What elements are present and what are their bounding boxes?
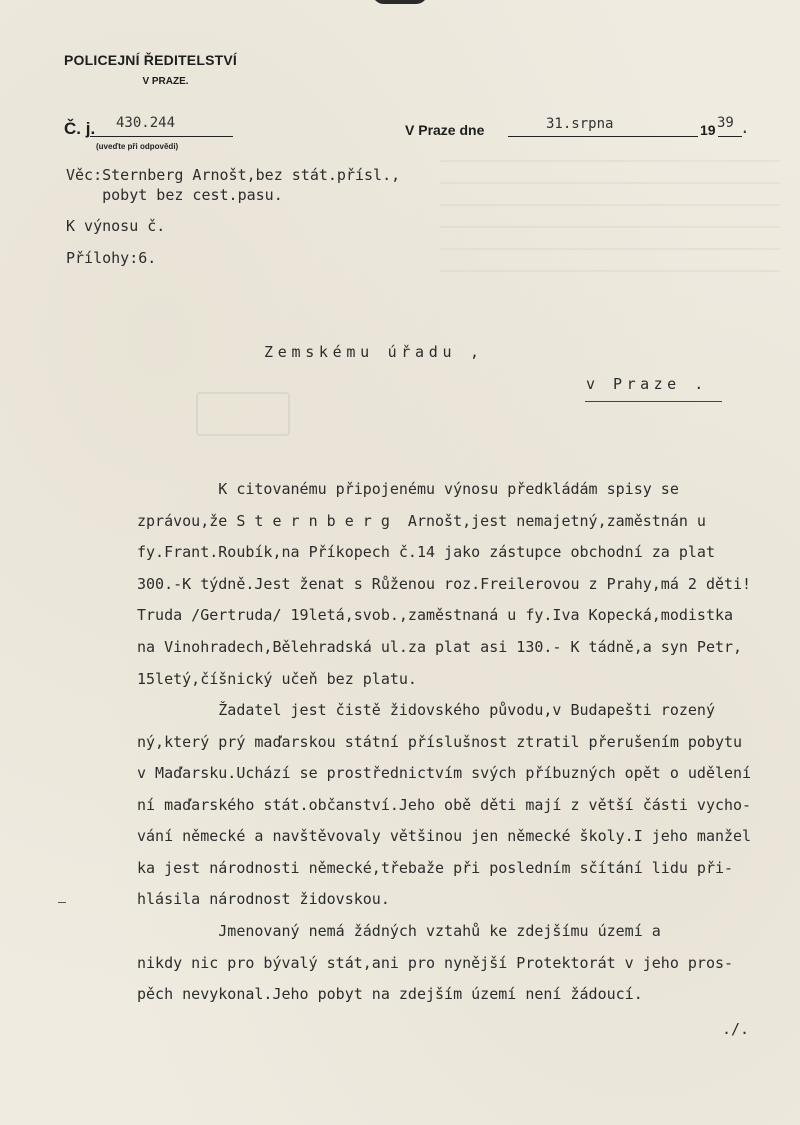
- date-underline: [508, 136, 698, 137]
- body-line: Jmenovaný nemá žádných vztahů ke zdejšímu území a: [137, 922, 661, 940]
- date-label: V Praze dne: [405, 122, 485, 138]
- attachments: Přílohy:6.: [66, 249, 157, 267]
- margin-mark: [58, 902, 66, 903]
- body-line: ka jest národnosti německé,třebaže při posledním sčítání lidu při-: [137, 859, 734, 877]
- body-line: na Vinohradech,Bělehradská ul.za plat asi 130.- K tádně,a syn Petr,: [137, 638, 743, 656]
- year-suffix: 39: [717, 115, 734, 131]
- year-prefix: 19: [700, 122, 716, 138]
- body-line: 15letý,číšnický učeň bez platu.: [137, 670, 417, 688]
- body-line: nikdy nic pro bývalý stát,ani pro nynější Protektorát v jeho pros-: [137, 954, 734, 972]
- body-line: hlásila národnost židovskou.: [137, 890, 390, 908]
- subject-line1: Věc:Sternberg Arnošt,bez stát.přísl.,: [66, 166, 401, 184]
- body-line: vání německé a navštěvovaly většinou jen německé školy.I jeho manžel: [137, 827, 752, 845]
- subject-line2: pobyt bez cest.pasu.: [66, 186, 283, 204]
- date-value: 31.srpna: [546, 116, 614, 132]
- body-line: 300.-K týdně.Jest ženat s Růženou roz.Freilerovou z Prahy,má 2 děti!: [137, 575, 752, 593]
- body-line: pěch nevykonal.Jeho pobyt na zdejším území není žádoucí.: [137, 985, 643, 1003]
- faint-stamp: [196, 392, 290, 436]
- punch-hole: [372, 0, 428, 4]
- reference-underline: [90, 136, 233, 137]
- body-line: fy.Frant.Roubík,na Příkopech č.14 jako zástupce obchodní za plat: [137, 543, 715, 561]
- bleed-through-text: [440, 160, 780, 280]
- letterhead: [64, 52, 237, 87]
- addressee-line1: Zemskému úřadu ,: [264, 343, 484, 361]
- body-line: v Maďarsku.Uchází se prostřednictvím svých příbuzných opět o udělení: [137, 764, 752, 782]
- continuation-mark: ./.: [722, 1020, 750, 1038]
- year-dot: .: [740, 118, 750, 137]
- decree-reference: K výnosu č.: [66, 217, 166, 235]
- body-line: Žadatel jest čistě židovského původu,v Budapešti rozený: [137, 701, 715, 719]
- reference-label: Č. j.: [64, 119, 96, 138]
- addressee-line2: v Praze .: [586, 375, 708, 393]
- year-underline: [718, 136, 742, 137]
- reference-note: (uveďte při odpovědi): [96, 142, 179, 151]
- letterhead-line2: V PRAZE.: [142, 76, 189, 87]
- body-line: zprávou,že S t e r n b e r g Arnošt,jest nemajetný,zaměstnán u: [137, 512, 706, 530]
- body-line: ní maďarského stát.občanství.Jeho obě děti mají z větší části vycho-: [137, 796, 752, 814]
- addressee-underline: [585, 401, 722, 402]
- letterhead-line1: POLICEJNÍ ŘEDITELSTVÍ: [64, 52, 237, 68]
- body-line: K citovanému připojenému výnosu předkládám spisy se: [137, 480, 679, 498]
- reference-number: 430.244: [116, 115, 176, 131]
- body-line: ný,který prý maďarskou státní příslušnost ztratil přerušením pobytu: [137, 733, 743, 751]
- body-line: Truda /Gertruda/ 19letá,svob.,zaměstnaná u fy.Iva Kopecká,modistka: [137, 606, 734, 624]
